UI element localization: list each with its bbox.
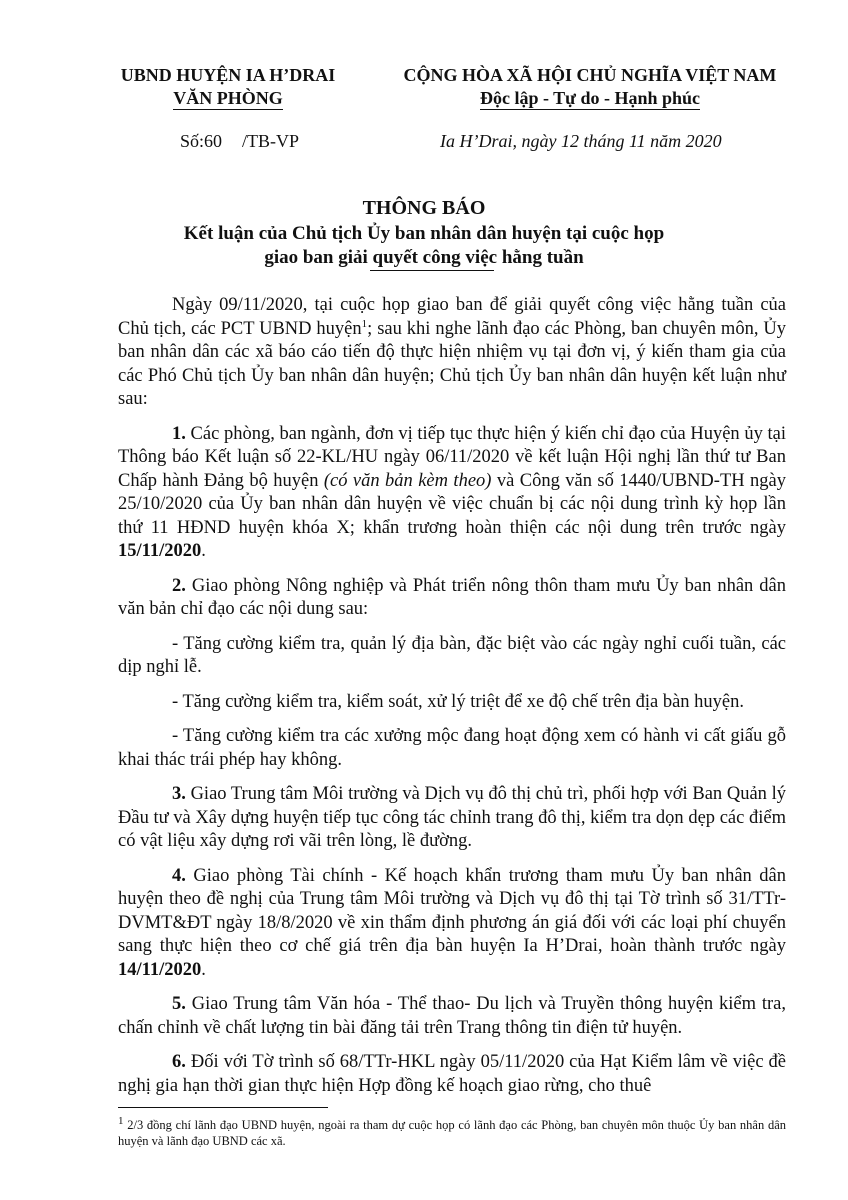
deadline-date: 15/11/2020 bbox=[118, 541, 202, 561]
item-2-bullet: - Tăng cường kiểm tra, kiểm soát, xử lý triệt để xe độ chế trên địa bàn huyện. bbox=[172, 691, 744, 712]
document-place-date: Ia H’Drai, ngày 12 tháng 11 năm 2020 bbox=[440, 131, 722, 151]
item-2-paragraph: 2. Giao phòng Nông nghiệp và Phát triển nông thôn tham mưu Ủy ban nhân dân văn bản chỉ đạo các nội dung sau: bbox=[118, 575, 786, 619]
item-2-bullet: - Tăng cường kiểm tra các xưởng mộc đang hoạt động xem có hành vi cất giấu gỗ khai thác trái phép hay không. bbox=[118, 726, 786, 770]
issuing-agency-line1: UBND HUYỆN IA H’DRAI bbox=[120, 65, 336, 85]
item-3-paragraph: 3. Giao Trung tâm Môi trường và Dịch vụ đô thị chủ trì, phối hợp với Ban Quản lý Đầu tư và Xây dựng huyện tiếp tục công tác chỉnh trang đô thị, kiểm tra dọn dẹp các điểm có vật liệu xây dựng rơi vãi trên lòng, lề đường. bbox=[118, 784, 786, 851]
item-5-paragraph: 5. Giao Trung tâm Văn hóa - Thể thao- Du lịch và Truyền thông huyện kiểm tra, chấn chỉnh về chất lượng tin bài đăng tải trên Trang thông tin điện tử huyện. bbox=[118, 994, 786, 1038]
national-title: CỘNG HÒA XÃ HỘI CHỦ NGHĨA VIỆT NAM bbox=[403, 65, 777, 85]
footnote-ref: 1 bbox=[361, 317, 368, 330]
item-4-paragraph: 4. Giao phòng Tài chính - Kế hoạch khẩn trương tham mưu Ủy ban nhân dân huyện theo đề nghị của Trung tâm Môi trường và Dịch vụ đô thị tại Tờ trình số 31/TTr-DVMT&ĐT ngày 18/8/2020 về xin thẩm định phương án giá đối với các loại phí chuyển sang thực hiện theo cơ chế giá trên địa bàn huyện Ia H’Drai, hoàn thành trước ngày 14/11/2020. bbox=[118, 865, 786, 980]
document-title: THÔNG BÁO bbox=[362, 197, 486, 219]
issuing-agency-line2: VĂN PHÒNG bbox=[173, 88, 283, 108]
document-number: Số:60 /TB-VP bbox=[180, 131, 300, 151]
footnote-text: 2/3 đồng chí lãnh đạo UBND huyện, ngoài ra tham dự cuộc họp có lãnh đạo các Phòng, ban chuyên môn thuộc Ủy ban nhân dân huyện và lãnh đạo UBND các xã. bbox=[118, 1118, 786, 1148]
deadline-date: 14/11/2020 bbox=[118, 959, 202, 980]
national-motto: Độc lập - Tự do - Hạnh phúc bbox=[479, 88, 701, 108]
subtitle-line2: giao ban giải quyết công việc hằng tuần bbox=[264, 247, 584, 268]
item-1-paragraph: 1. Các phòng, ban ngành, đơn vị tiếp tục thực hiện ý kiến chỉ đạo của Huyện ủy tại Thông báo Kết luận số 22-KL/HU ngày 06/11/2020 về kết luận Hội nghị lần thứ tư Ban Chấp hành Đảng bộ huyện (có văn bản kèm theo) và Công văn số 1440/UBND-TH ngày 25/10/2020 của Ủy ban nhân dân huyện về việc chuẩn bị các nội dung trình kỳ họp lần thứ 11 HĐND huyện khóa X; khẩn trương hoàn thiện các nội dung trên trước ngày 15/11/2020. bbox=[118, 423, 786, 561]
footnote-marker: 1 bbox=[118, 1114, 124, 1127]
title-divider bbox=[370, 270, 494, 271]
footnote bbox=[118, 1114, 786, 1149]
issuing-agency-block bbox=[118, 64, 338, 110]
item-2-bullet: - Tăng cường kiểm tra, quản lý địa bàn, đặc biệt vào các ngày nghỉ cuối tuần, các dịp nghỉ lễ. bbox=[118, 633, 786, 677]
footnote-separator bbox=[118, 1107, 328, 1108]
intro-paragraph: Ngày 09/11/2020, tại cuộc họp giao ban để giải quyết công việc hằng tuần của Chủ tịch, các PCT UBND huyện$^1$; sau khi nghe lãnh đạo các Phòng, ban chuyên môn, Ủy ban nhân dân các xã báo cáo tiến độ thực hiện nhiệm vụ tại đơn vị, ý kiến tham gia của các Phó Chủ tịch Ủy ban nhân dân huyện; Chủ tịch Ủy ban nhân dân huyện kết luận như sau: bbox=[118, 295, 786, 409]
national-heading-block bbox=[370, 64, 810, 110]
document-subtitle bbox=[0, 222, 848, 270]
subtitle-line1: Kết luận của Chủ tịch Ủy ban nhân dân huyện tại cuộc họp bbox=[183, 223, 665, 244]
document-body bbox=[118, 294, 786, 1109]
item-6-paragraph: 6. Đối với Tờ trình số 68/TTr-HKL ngày 05/11/2020 của Hạt Kiểm lâm về việc đề nghị gia hạn thời gian thực hiện Hợp đồng kế hoạch giao rừng, cho thuê bbox=[118, 1052, 786, 1096]
document-number-value: 60 bbox=[204, 131, 223, 151]
